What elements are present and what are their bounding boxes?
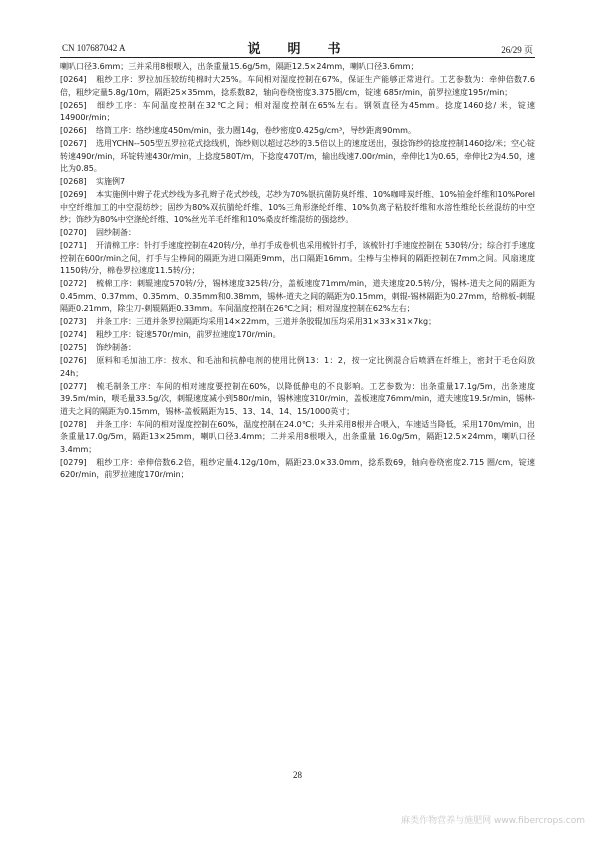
paragraph <box>60 457 535 482</box>
paragraph-number: [0278] <box>60 419 87 429</box>
page-ratio: 26/29 页 <box>501 45 533 55</box>
paragraph-text: 实施例7 <box>96 177 126 186</box>
paragraph-text: 梳毛制条工序：车间的相对速度要控制在60%，以降低静电的不良影响。工艺参数为：出条重量17.1g/5m，出条速度39.5m/min，喂毛量33.5g/次，刺辊速度减小到580r/min，锡林速度310r/min，盖板速度76mm/min，道夫速度19.5r/min，锡林-道夫之间的隔距为0.15mm，锡林-盖板隔距为15、13、14、14、15/1000英寸； <box>60 381 535 416</box>
paragraph <box>60 329 535 342</box>
paragraph-text: 原料和毛加油工序：按水、和毛油和抗静电剂的使用比例13：1：2，按一定比例混合后喷洒在纤维上，密封于毛仓闷放24h； <box>60 356 535 378</box>
paragraph-text: 粗纱工序：罗拉加压较纺纯棉时大25%。车间相对湿度控制在67%，保证生产能够正常进行。工艺参数为：牵伸倍数7.6倍，粗纱定量5.8g/10m，隔距25×35mm，捻系数82，轴向卷绕密度3.375圈/cm，锭速 685r/min，前罗拉速度195r/min； <box>60 75 535 97</box>
paragraph-text: 粗纱工序：锭速570r/min，前罗拉速度170r/min。 <box>96 330 281 339</box>
paragraph <box>60 74 535 99</box>
document-body <box>60 61 535 482</box>
paragraph-number: [0275] <box>60 343 87 352</box>
paragraph <box>60 189 535 227</box>
page-number: 28 <box>293 770 302 780</box>
paragraph <box>60 61 535 74</box>
paragraph-text: 梳棉工序：刺辊速度570转/分，锡林速度325转/分，盖板速度71mm/min，道夫速度20.5转/分，锡林-道夫之间的隔距为0.45mm、0.37mm、0.35mm、0.35mm和0.38mm，锡林-道夫之间的隔距为0.15mm，刺辊-锡林隔距为0.27mm，给棉板-刺辊隔距0.21mm，除尘刀-刺辊隔距0.33mm。车间温度控制在26℃之间；相对湿度控制在62%左右； <box>60 279 535 313</box>
paragraph-number: [0271] <box>60 241 87 250</box>
paragraph-text: 选用YCHN--505型五罗拉花式捻线机，饰纱则以超过芯纱的3.5倍以上的速度送出，强捻饰纱的捻度控制1460捻/米；空心锭转速490r/min，环锭转速430r/min，上捻度580T/m，下捻度470T/m，输出线速7.00r/min，牵伸比1为0.65，牵伸比2为4.50，速比为0.85。 <box>60 139 535 173</box>
paragraph-number: [0266] <box>60 126 87 135</box>
paragraph-number: [0279] <box>60 457 87 467</box>
paragraph-number: [0265] <box>60 100 87 110</box>
watermark: 麻类作物营养与施肥网 www.fibercrops.com <box>401 816 585 826</box>
header-rule <box>60 57 535 58</box>
paragraph <box>60 355 535 380</box>
paragraph <box>60 240 535 278</box>
paragraph-text: 细纱工序：车间温度控制在32℃之间；相对湿度控制在65%左右。钢领直径为45mm。捻度1460捻/ 米，锭速14900r/min； <box>60 100 535 122</box>
paragraph <box>60 227 535 240</box>
paragraph <box>60 138 535 176</box>
paragraph <box>60 419 535 457</box>
paragraph-number: [0268] <box>60 177 87 186</box>
paragraph-text: 并条工序：三道并条罗拉隔距均采用14×22mm，三道并条胶辊加压均采用31×33×31×7kg； <box>96 317 437 326</box>
paragraph-number: [0274] <box>60 330 87 339</box>
paragraph-text: 络筒工序：络纱速度450m/min，张力圈14g，卷纱密度0.425g/cm³，导纱距离90mm。 <box>96 126 416 135</box>
paragraph <box>60 316 535 329</box>
patent-number: CN 107687042 A <box>62 43 126 53</box>
paragraph <box>60 100 535 125</box>
paragraph <box>60 125 535 138</box>
document-title: 说 明 书 <box>247 42 348 57</box>
paragraph <box>60 342 535 355</box>
paragraph-number: [0272] <box>60 279 87 288</box>
paragraph-number: [0273] <box>60 317 87 326</box>
paragraph-number: [0276] <box>60 356 87 365</box>
paragraph-text: 粗纱工序：牵伸倍数6.2倍，粗纱定量4.12g/10m，隔距23.0×33.0mm，捻系数69，轴向卷绕密度2.715 圈/cm，锭速620r/min，前罗拉速度170r/min； <box>60 457 535 479</box>
paragraph-number: [0269] <box>60 190 87 199</box>
paragraph-number: [0267] <box>60 139 87 148</box>
paragraph-number: [0264] <box>60 75 87 84</box>
paragraph <box>60 176 535 189</box>
paragraph-text: 喇叭口径3.6mm；三并采用8根喂入，出条重量15.6g/5m，隔距12.5×24mm，喇叭口径3.6mm； <box>60 62 419 71</box>
paragraph-text: 本实施例中辫子花式纱线为多孔辫子花式纱线，芯纱为70%银抗菌防臭纤维、10%咖啡炭纤维、10%铂金纤维和10%Porel中空纤维加工的中空混纺纱；固纱为80%双抗腈纶纤维、10%三角形涤纶纤维、10%负离子粘胶纤维和水溶性维纶长丝混纺的中空纱；饰纱为80%中空涤纶纤维、10%丝光羊毛纤维和10%桑皮纤维混纺的强捻纱。 <box>60 190 535 224</box>
page-header <box>60 38 535 57</box>
paragraph <box>60 278 535 316</box>
paragraph-text: 饰纱制备： <box>96 343 136 352</box>
paragraph-text: 并条工序：车间的相对湿度控制在60%，温度控制在24.0℃；头并采用8根并合喂入，车速适当降低，采用170m/min，出条重量17.0g/5m，隔距13×25mm，喇叭口径3.4mm；二并采用8根喂入，出条重量 16.0g/5m，隔距12.5×24mm，喇叭口径3.4mm； <box>60 419 535 454</box>
paragraph-text: 固纱制备： <box>96 228 136 237</box>
paragraph <box>60 381 535 419</box>
paragraph-number: [0270] <box>60 228 87 237</box>
paragraph-number: [0277] <box>60 381 87 391</box>
paragraph-text: 开清棉工序：针打手速度控制在420转/分，单打手成卷机也采用梳针打手，该梳针打手速度控制在 530转/分；综合打手速度控制在600r/min之间，打手与尘棒间的隔距为进口隔距9mm，出口隔距16mm。尘棒与尘棒间的隔距控制在7mm之间。风扇速度1150转/分，棉卷罗拉速度11.5转/分； <box>60 241 535 275</box>
